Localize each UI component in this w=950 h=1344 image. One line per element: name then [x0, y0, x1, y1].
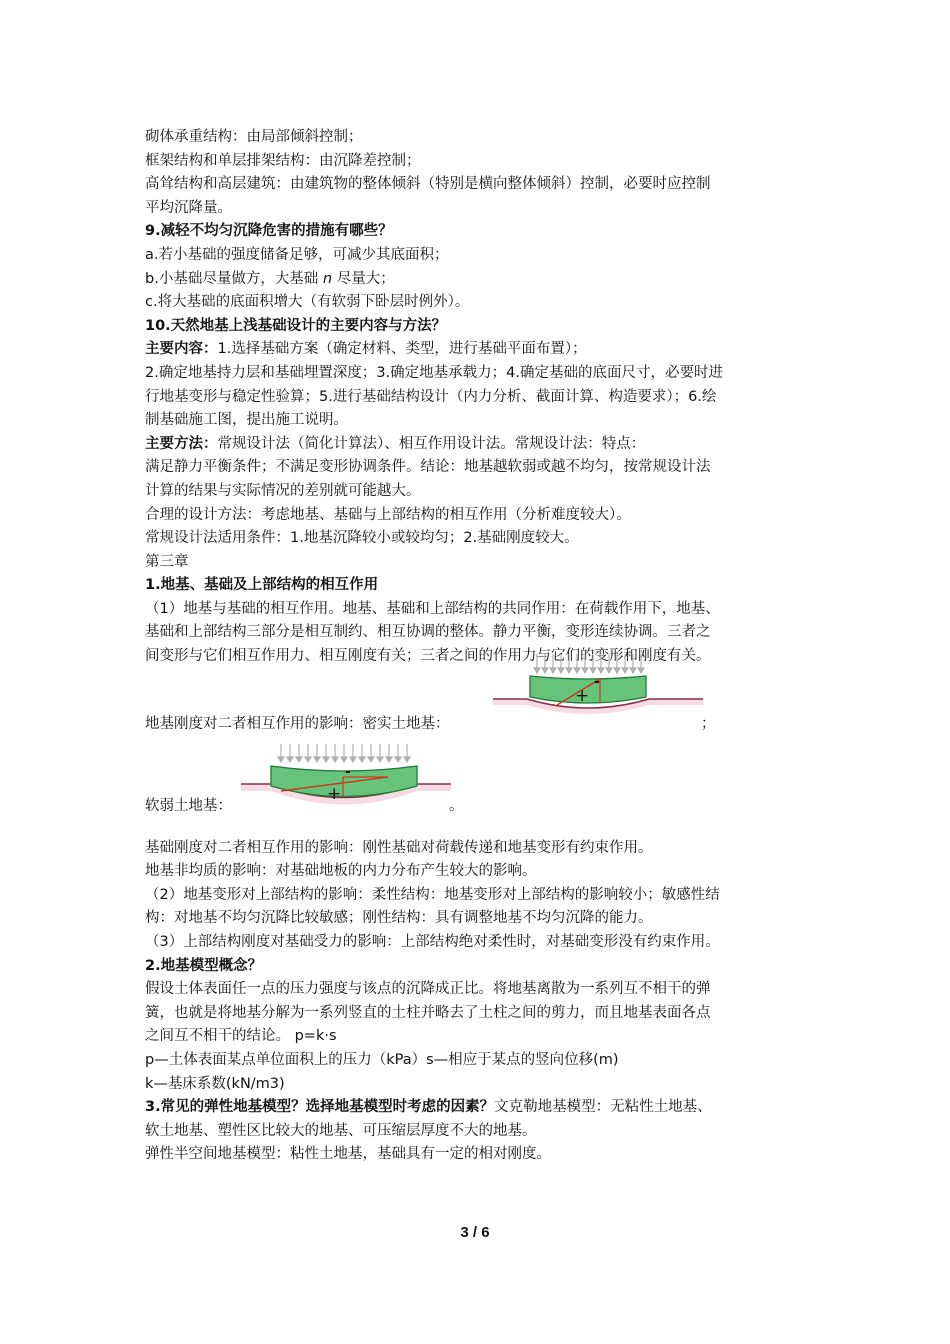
text-span: 1.选择基础方案（确定材料、类型，进行基础平面布置）；	[217, 341, 587, 358]
minus-sign: -	[594, 673, 600, 690]
load-arrows	[278, 744, 410, 762]
text-line: 之间互不相干的结论。 p=k·s	[145, 1028, 337, 1045]
text-line: 软土地基、塑性区比较大的地基、可压缩层厚度不大的地基。	[145, 1122, 537, 1139]
chapter-title: 第三章	[145, 553, 189, 570]
plus-sign: +	[327, 783, 342, 804]
text-line	[145, 268, 805, 292]
question-heading: 10.天然地基上浅基础设计的主要内容与方法？	[145, 317, 447, 334]
minus-sign: -	[345, 763, 351, 780]
dense-soil-diagram	[493, 651, 703, 731]
text-line: 合理的设计方法：考虑地基、基础与上部结构的相互作用（分析难度较大）。	[145, 506, 631, 523]
text-span: 软弱土地基：	[145, 797, 232, 814]
soft-soil-figure-line	[145, 741, 805, 837]
text-line: 常规设计法适用条件：1.地基沉降较小或较均匀；2.基础刚度较大。	[145, 530, 579, 547]
text-line: 平均沉降量。	[145, 199, 232, 216]
text-line	[145, 338, 805, 362]
question-heading: 9.减轻不均匀沉降危害的措施有哪些？	[145, 223, 393, 240]
bold-label: 主要内容：	[145, 341, 218, 358]
text-line: （1）地基与基础的相互作用。地基、基础和上部结构的共同作用：在荷载作用下，地基、	[145, 600, 720, 617]
text-line: 假设土体表面任一点的压力强度与该点的沉降成正比。将地基离散为一系列互不相干的弹	[145, 981, 711, 998]
text-line: （3）上部结构刚度对基础受力的影响：上部结构绝对柔性时，对基础变形没有约束作用。	[145, 934, 720, 951]
soft-soil-diagram	[241, 741, 451, 819]
text-line: 计算的结果与实际情况的差别就可能越大。	[145, 482, 421, 499]
text-line: a.若小基础的强度储备足够，可减少其底面积；	[145, 246, 449, 263]
text-line: 满足静力平衡条件；不满足变形协调条件。结论：地基越软弱或越不均匀，按常规设计法	[145, 459, 711, 476]
text-line	[145, 433, 805, 457]
text-line: p—土体表面某点单位面积上的压力（kPa）s—相应于某点的竖向位移(m)	[145, 1052, 619, 1068]
text-span: 常规设计法（简化计算法）、相互作用设计法。常规设计法：特点：	[217, 435, 646, 452]
text-span: ；	[701, 715, 716, 732]
page-content	[145, 126, 805, 1167]
text-line: 弹性半空间地基模型：粘性土地基，基础具有一定的相对刚度。	[145, 1146, 551, 1163]
text-line: 制基础施工图，提出施工说明。	[145, 412, 348, 429]
text-span: 尽量大；	[332, 270, 395, 287]
text-line: 基础和上部结构三部分是相互制约、相互协调的整体。静力平衡，变形连续协调。三者之	[145, 624, 711, 641]
text-line: （2）地基变形对上部结构的影响：柔性结构：地基变形对上部结构的影响较小；敏感性结	[145, 886, 720, 903]
section-heading: 1.地基、基础及上部结构的相互作用	[145, 577, 379, 594]
italic-variable: n	[322, 270, 333, 287]
page-number: 3 / 6	[460, 1224, 490, 1241]
text-line: 簧，也就是将地基分解为一系列竖直的土柱并略去了土柱之间的剪力，而且地基表面各点	[145, 1004, 711, 1021]
text-line: 地基非均质的影响：对基础地板的内力分布产生较大的影响。	[145, 863, 537, 880]
text-line: k—基床系数(kN/m3)	[145, 1075, 285, 1092]
soft-soil-figure	[241, 741, 451, 819]
text-line: c.将大基础的底面积增大（有软弱下卧层时例外）。	[145, 294, 470, 311]
text-line: 构：对地基不均匀沉降比较敏感；刚性结构：具有调整地基不均匀沉降的能力。	[145, 910, 653, 927]
text-span: 地基刚度对二者相互作用的影响：密实土地基：	[145, 715, 450, 732]
text-line: 砌体承重结构：由局部倾斜控制；	[145, 129, 363, 145]
text-line: 2.确定地基持力层和基础埋置深度；3.确定地基承载力；4.确定基础的底面尺寸，必要时进	[145, 364, 723, 381]
text-line: 框架结构和单层排架结构：由沉降差控制；	[145, 152, 421, 169]
text-span: 。	[449, 797, 464, 814]
dense-soil-figure-line	[145, 669, 805, 741]
text-span: 文克勒地基模型：无粘性土地基、	[494, 1099, 712, 1116]
foundation-slab	[271, 763, 417, 797]
text-line: 基础刚度对二者相互作用的影响：刚性基础对荷载传递和地基变形有约束作用。	[145, 839, 653, 856]
bold-label: 主要方法：	[145, 435, 218, 452]
text-line	[145, 1096, 805, 1120]
section-heading: 2.地基模型概念？	[145, 957, 263, 974]
load-arrows	[534, 654, 644, 673]
section-heading: 3.常见的弹性地基模型？选择地基模型时考虑的因素？	[145, 1099, 495, 1116]
plus-sign: +	[575, 685, 590, 706]
text-span: b.小基础尽量做方，大基础	[145, 270, 323, 287]
text-line: 高耸结构和高层建筑：由建筑物的整体倾斜（特别是横向整体倾斜）控制，必要时应控制	[145, 176, 711, 193]
text-line: 行地基变形与稳定性验算；5.进行基础结构设计（内力分析、截面计算、构造要求）；6.绘	[145, 388, 717, 405]
dense-soil-figure	[493, 651, 703, 731]
text-line: 间变形与它们相互作用力、相互刚度有关；三者之间的作用力与它们的变形和刚度有关。	[145, 648, 711, 665]
